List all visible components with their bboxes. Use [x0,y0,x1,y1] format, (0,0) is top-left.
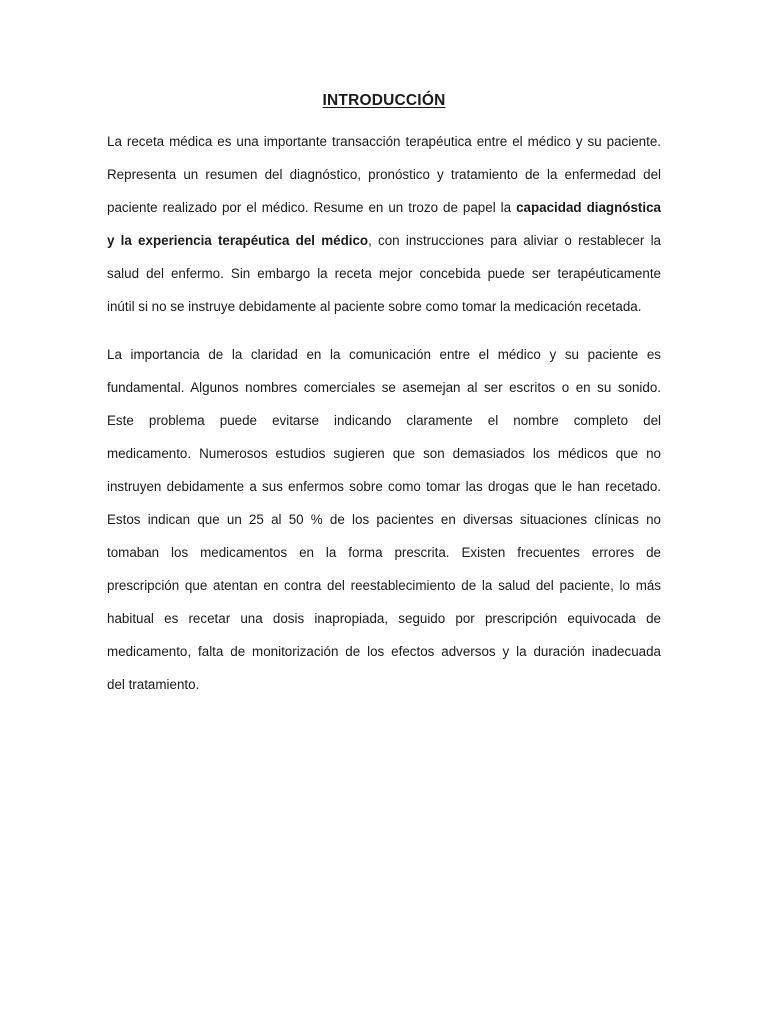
line-text: , con instrucciones para aliviar o restablecer la [368,233,661,248]
paragraph-2 [107,346,661,709]
paragraph-line: medicamento. Numerosos estudios sugieren que son demasiados los médicos que no [107,446,661,461]
paragraph-line [107,199,661,232]
paragraph-line: salud del enfermo. Sin embargo la receta mejor concebida puede ser terapéuticamente [107,266,661,281]
paragraph-line [107,232,661,265]
paragraph-line: inútil si no se instruye debidamente al paciente sobre como tomar la medicación recetada. [107,299,642,314]
bold-emphasis: capacidad diagnóstica [516,200,661,215]
paragraph-line: Representa un resumen del diagnóstico, pronóstico y tratamiento de la enfermedad del [107,167,661,182]
paragraph-line: del tratamiento. [107,677,200,692]
paragraph-line: La receta médica es una importante transacción terapéutica entre el médico y su paciente. [107,134,661,149]
paragraph-line: La importancia de la claridad en la comunicación entre el médico y su paciente es [107,347,661,362]
paragraph-line: instruyen debidamente a sus enfermos sobre como tomar las drogas que le han recetado. [107,479,661,494]
line-text: paciente realizado por el médico. Resume en un trozo de papel la [107,200,517,215]
bold-emphasis: y la experiencia terapéutica del médico [107,233,369,248]
paragraph-line: prescripción que atentan en contra del reestablecimiento de la salud del paciente, lo más [107,578,661,593]
paragraph-line: habitual es recetar una dosis inapropiada, seguido por prescripción equivocada de [107,611,661,626]
paragraph-line: tomaban los medicamentos en la forma prescrita. Existen frecuentes errores de [107,545,661,560]
paragraph-line: fundamental. Algunos nombres comerciales se asemejan al ser escritos o en su sonido. [107,380,661,395]
paragraph-1 [107,133,661,331]
paragraph-line: Este problema puede evitarse indicando claramente el nombre completo del [107,413,661,428]
paragraph-line: Estos indican que un 25 al 50 % de los pacientes en diversas situaciones clínicas no [107,512,661,527]
document-title: INTRODUCCIÓN [322,92,446,109]
paragraph-line: medicamento, falta de monitorización de los efectos adversos y la duración inadecuada [107,644,661,659]
